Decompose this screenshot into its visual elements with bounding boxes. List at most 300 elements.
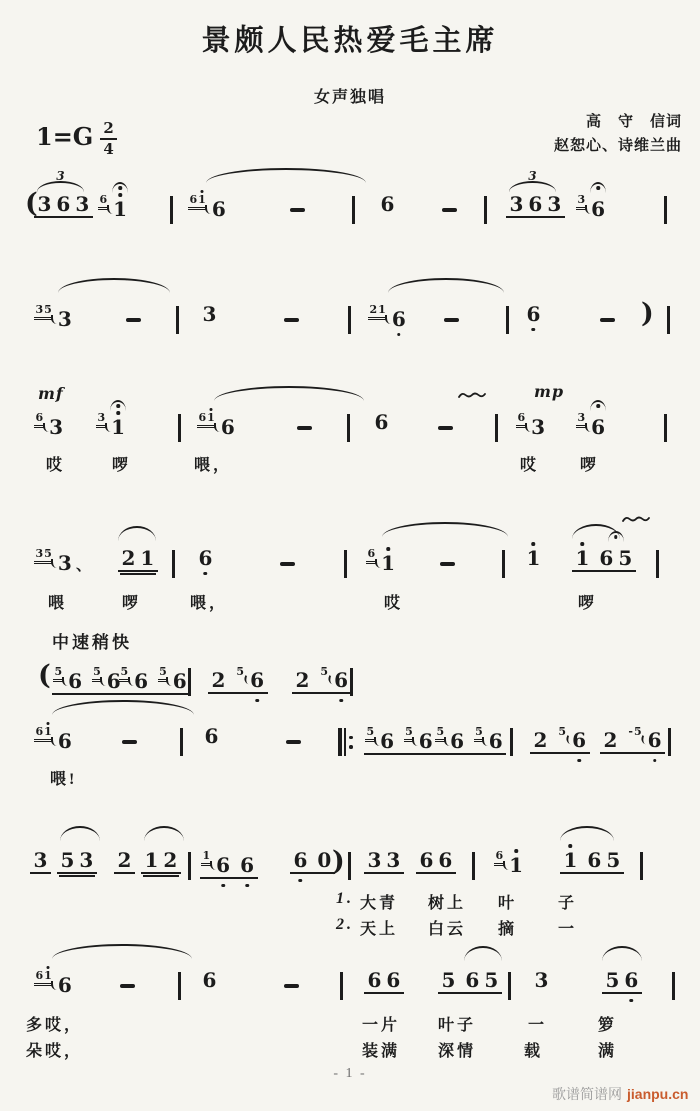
barline	[668, 728, 671, 756]
note-digit: 3	[509, 192, 524, 216]
grace-note-digit: 5	[44, 303, 52, 316]
grace-note-digit: 6	[495, 849, 504, 862]
note-group	[438, 970, 502, 994]
grace-notes	[34, 304, 53, 320]
note-group	[530, 726, 590, 754]
grace-notes	[96, 412, 107, 428]
note-group	[524, 304, 543, 324]
underline-beam	[200, 850, 258, 879]
lyric: 啰	[578, 595, 598, 612]
note-digit: 6	[68, 669, 83, 694]
note-digit: 6	[202, 968, 217, 992]
slur-tie	[60, 826, 100, 841]
note-group	[290, 850, 335, 874]
barline	[172, 550, 175, 578]
note-digit: 6	[419, 848, 434, 872]
grace-notes	[53, 666, 64, 682]
duration-dash	[438, 426, 453, 430]
note	[532, 970, 551, 990]
duration-dash	[126, 318, 141, 322]
lyric: 一	[558, 921, 578, 938]
grace-note-digit: 5	[320, 665, 329, 678]
lyric: 一片	[362, 1017, 401, 1034]
slur-tie	[388, 278, 504, 293]
note-digit: 6	[528, 192, 543, 216]
slur-tie	[382, 522, 508, 537]
grace-note-digit: 5	[159, 665, 167, 678]
note	[109, 415, 128, 440]
lyric: 叶子	[438, 1017, 477, 1034]
note	[439, 970, 458, 990]
key-signature-text: 1=G	[36, 122, 94, 151]
note-group	[378, 194, 397, 214]
lyric: 一	[528, 1017, 548, 1034]
note	[142, 850, 180, 870]
note-group	[208, 666, 268, 694]
slur-tie	[58, 278, 170, 293]
performance-type: 女声独唱	[313, 89, 386, 106]
breath-mark: 、	[76, 558, 92, 574]
note-digit: 6	[214, 855, 233, 875]
note-digit: 2	[533, 728, 548, 753]
note-group	[516, 411, 548, 440]
note-digit: 1	[144, 848, 159, 872]
note-group	[494, 849, 526, 878]
grace-note-digit: -	[628, 725, 633, 738]
note-group	[364, 970, 404, 994]
fermata-icon	[110, 400, 126, 411]
underline-beam	[560, 850, 624, 874]
note-digit: 3	[57, 551, 72, 576]
duration-dash	[286, 740, 301, 744]
tempo-marking: 中速稍快	[52, 633, 132, 652]
grace-note-digit: 5	[405, 725, 413, 738]
grace-notes	[494, 850, 505, 866]
lyric: 白云	[428, 921, 467, 938]
note-digit: 3	[531, 415, 546, 440]
lyric: 多哎，	[26, 1017, 84, 1034]
underline-beam	[30, 850, 51, 874]
underline-beam	[141, 850, 181, 874]
note	[585, 850, 623, 870]
note-digit: 6	[591, 197, 606, 222]
lyric: 喂!	[50, 771, 78, 788]
fermata-icon	[112, 182, 128, 193]
note	[238, 853, 257, 878]
barline	[178, 414, 181, 442]
parenthesis: )	[332, 846, 345, 877]
note-group	[532, 970, 551, 990]
note-digit: 2	[211, 668, 226, 693]
grace-notes	[98, 194, 109, 210]
grace-note-digit: 6	[35, 725, 44, 738]
note-digit: 6	[56, 192, 71, 216]
grace-note-digit: 5	[634, 725, 642, 738]
barline	[348, 852, 351, 880]
lyric: 子	[558, 895, 578, 912]
note-group	[364, 726, 436, 755]
underline-beam	[34, 194, 93, 218]
note-digit: 3	[49, 415, 64, 440]
barline	[502, 550, 505, 578]
note-group	[416, 850, 456, 874]
note	[55, 729, 74, 754]
note	[645, 728, 664, 753]
duration-dash	[122, 740, 137, 744]
note-digit: 3	[202, 302, 217, 326]
note	[332, 668, 351, 693]
underline-beam	[364, 726, 436, 755]
note	[603, 970, 641, 990]
grace-notes	[474, 726, 485, 742]
note-digit: 6	[465, 968, 480, 992]
note-digit: 5	[605, 968, 620, 992]
grace-note-digit: 3	[97, 411, 106, 424]
note-digit: 5	[484, 968, 499, 992]
barline	[188, 668, 191, 696]
lyric: 叶	[498, 895, 518, 912]
barline	[640, 852, 643, 880]
note	[589, 415, 608, 440]
note	[597, 548, 635, 568]
lyric: 深情	[438, 1043, 477, 1060]
lyric: 箩	[598, 1017, 618, 1034]
note	[200, 970, 219, 990]
tuplet-number: 3	[528, 169, 537, 183]
barline	[178, 972, 181, 1000]
underline-beam	[114, 850, 135, 874]
note-digit: 2	[163, 848, 178, 872]
note-digit: 3	[367, 848, 382, 872]
grace-note-digit: 6	[35, 969, 44, 982]
grace-note-digit: 1	[44, 970, 53, 982]
underline-beam	[208, 666, 268, 694]
time-signature-numerator: 2	[100, 120, 116, 140]
note-group	[372, 412, 391, 432]
barline	[508, 972, 511, 1000]
note-digit: 6	[622, 970, 641, 990]
note-digit: 6	[418, 729, 433, 754]
slide-grace-note	[557, 726, 568, 739]
note-digit: 3	[57, 307, 72, 332]
note-digit: 6	[599, 546, 614, 570]
note-group	[34, 169, 93, 218]
note-digit: 3	[386, 848, 401, 872]
note	[248, 668, 267, 693]
underline-beam	[572, 548, 636, 572]
note-group	[196, 548, 215, 568]
lyric: 喂，	[190, 595, 229, 612]
note-digit: 2	[295, 668, 310, 693]
slur-tie	[52, 700, 194, 715]
note-digit: 6	[374, 410, 389, 434]
note-digit: 6	[248, 670, 267, 690]
note-digit: 6	[332, 670, 351, 690]
note-digit: 3	[534, 968, 549, 992]
barline	[472, 852, 475, 880]
grace-notes	[201, 850, 212, 866]
wavy-trill-icon	[622, 514, 652, 524]
grace-notes	[365, 726, 376, 742]
barline	[348, 306, 351, 334]
note-digit: 1	[573, 548, 592, 568]
duration-dash	[120, 984, 135, 988]
slur-tie	[602, 946, 642, 961]
lyric: 1.	[336, 890, 354, 907]
note	[365, 970, 403, 990]
note-digit: 6	[645, 730, 664, 750]
note-digit: 3	[75, 192, 90, 216]
note-digit: 6	[450, 729, 465, 754]
note-group	[292, 666, 352, 694]
note-group	[366, 547, 398, 576]
note	[218, 415, 237, 440]
underline-beam	[57, 850, 97, 874]
note-group	[34, 547, 74, 576]
note	[293, 668, 312, 693]
grace-notes	[197, 412, 216, 428]
lyricist-credit: 高 守 信词	[585, 114, 682, 130]
note-digit: 6	[386, 968, 401, 992]
note-digit: 6	[57, 973, 72, 998]
note-group	[98, 193, 130, 222]
duration-dash	[284, 984, 299, 988]
note-digit: 1	[561, 850, 580, 870]
page-number: - 1 -	[333, 1066, 367, 1081]
grace-notes	[158, 666, 169, 682]
grace-note-digit: 5	[93, 665, 101, 678]
note	[119, 548, 157, 568]
lyric: 哎	[520, 457, 540, 474]
note-group	[118, 548, 158, 572]
slur-tie	[52, 944, 192, 959]
note	[202, 726, 221, 746]
note-digit: 3	[33, 848, 48, 872]
note	[55, 551, 74, 576]
note	[507, 853, 526, 878]
barline	[672, 972, 675, 1000]
barline	[344, 550, 347, 578]
note-group	[434, 726, 506, 755]
grace-notes	[516, 412, 527, 428]
time-signature-denominator: 4	[103, 139, 114, 158]
lyric: 啰	[112, 457, 132, 474]
grace-notes	[576, 194, 587, 210]
barline	[667, 306, 670, 334]
slur-tie	[144, 826, 184, 841]
grace-note-digit: 3	[577, 193, 586, 206]
slur-tie	[118, 526, 156, 541]
note-group	[30, 850, 51, 874]
grace-notes	[368, 304, 387, 320]
note	[115, 850, 134, 870]
barline	[656, 550, 659, 578]
note-digit: 3	[547, 192, 562, 216]
dynamic-marking: mf	[38, 384, 64, 403]
grace-note-digit: 6	[99, 193, 108, 206]
underline-beam	[364, 970, 404, 994]
duration-dash	[290, 208, 305, 212]
note-digit: 5	[606, 848, 621, 872]
note-group	[188, 193, 228, 222]
grace-note-digit: 6	[517, 411, 526, 424]
grace-note-digit: 5	[236, 665, 245, 678]
grace-note-digit: 5	[558, 725, 567, 738]
grace-note-digit: 1	[202, 849, 211, 862]
note-group	[118, 666, 190, 695]
note-group	[202, 726, 221, 746]
note	[379, 551, 398, 576]
note-digit: 5	[60, 848, 75, 872]
lyric: 啰	[122, 595, 142, 612]
barline	[664, 196, 667, 224]
duration-dash	[442, 208, 457, 212]
note	[531, 728, 550, 753]
grace-note-digit: 2	[369, 303, 378, 316]
note-group	[34, 411, 66, 440]
note-digit: 6	[367, 968, 382, 992]
note	[601, 728, 620, 753]
duration-dash	[600, 318, 615, 322]
note	[589, 197, 608, 222]
note	[55, 973, 74, 998]
lyric: 2.	[336, 916, 354, 933]
grace-notes	[404, 726, 415, 742]
grace-notes	[34, 412, 45, 428]
grace-note-digit: 3	[35, 547, 44, 560]
duration-dash	[444, 318, 459, 322]
note-digit: 6	[570, 730, 589, 750]
barline	[170, 196, 173, 224]
lyric: 树上	[428, 895, 467, 912]
lyric: 喂	[48, 595, 68, 612]
grace-note-digit: 6	[35, 411, 44, 424]
duration-dash	[280, 562, 295, 566]
composer-credit: 赵恕心、诗维兰曲	[553, 138, 682, 154]
grace-note-digit: 1	[207, 412, 216, 424]
note	[524, 304, 543, 324]
note-digit: 2	[121, 546, 136, 570]
slide-grace-note	[627, 726, 643, 739]
grace-note-digit: 1	[198, 194, 207, 206]
lyric: 哎	[46, 457, 66, 474]
underline-beam	[118, 666, 190, 695]
lyric: 朵哎，	[26, 1043, 84, 1060]
note	[573, 548, 592, 568]
note	[31, 850, 50, 870]
note	[372, 412, 391, 432]
fermata-icon	[590, 400, 606, 411]
grace-note-digit: 3	[35, 303, 44, 316]
grace-note-digit: 6	[367, 547, 376, 560]
barline	[510, 728, 513, 756]
note-digit: 6	[438, 848, 453, 872]
barline	[180, 728, 183, 756]
note-digit: 6	[238, 855, 257, 875]
note	[196, 548, 215, 568]
barline	[188, 852, 191, 880]
note-digit: 1	[379, 553, 398, 573]
note	[315, 850, 334, 870]
parenthesis: (	[25, 188, 38, 219]
note-group	[114, 850, 135, 874]
note-digit: 1	[524, 548, 543, 568]
grace-notes	[34, 970, 53, 986]
watermark-site-name: 歌谱简谱网	[552, 1086, 622, 1102]
note-digit: 2	[117, 848, 132, 872]
barline	[350, 668, 353, 696]
barline	[484, 196, 487, 224]
note-digit: 6	[196, 548, 215, 568]
fermata-icon	[590, 182, 606, 193]
grace-notes	[34, 548, 53, 564]
note-digit: 6	[524, 304, 543, 324]
underline-beam	[602, 970, 642, 994]
note-group	[576, 411, 608, 440]
lyric: 哎	[384, 595, 404, 612]
grace-note-digit: 1	[378, 303, 386, 316]
underline-beam	[438, 970, 502, 994]
note-group	[368, 303, 408, 332]
underline-beam	[416, 850, 456, 874]
note	[47, 415, 66, 440]
grace-notes	[188, 194, 207, 210]
note-digit: 6	[172, 669, 187, 694]
barline	[506, 306, 509, 334]
note	[389, 307, 408, 332]
underline-beam	[434, 726, 506, 755]
slide-grace-note	[319, 666, 330, 679]
grace-notes	[92, 666, 103, 682]
note-group	[200, 850, 258, 879]
underline-beam	[118, 548, 158, 572]
note	[448, 729, 467, 754]
underline-beam	[506, 194, 565, 218]
slur-tie	[214, 386, 364, 401]
note	[58, 850, 96, 870]
note	[416, 729, 435, 754]
note	[486, 729, 505, 754]
note-group	[197, 411, 237, 440]
lyric: 天上	[360, 921, 399, 938]
grace-note-digit: 6	[198, 411, 207, 424]
note	[570, 728, 589, 753]
note-digit: 6	[380, 192, 395, 216]
note-digit: 6	[380, 729, 395, 754]
note-digit: 6	[106, 669, 121, 694]
grace-notes	[366, 548, 377, 564]
duration-dash	[297, 426, 312, 430]
lyric: 摘	[498, 921, 518, 938]
grace-note-digit: 5	[44, 547, 52, 560]
underline-beam	[600, 726, 665, 754]
note	[529, 415, 548, 440]
tuplet-number: 3	[56, 169, 65, 183]
underline-beam	[290, 850, 335, 874]
note-group	[96, 411, 128, 440]
note	[214, 853, 233, 878]
note-digit: 3	[79, 848, 94, 872]
duration-dash	[284, 318, 299, 322]
note	[209, 197, 228, 222]
underline-beam	[52, 666, 124, 695]
note-group	[34, 725, 74, 754]
note	[365, 850, 403, 870]
slur-tie	[464, 946, 502, 961]
note-group	[524, 548, 543, 568]
lyric: 大青	[360, 895, 399, 912]
note	[417, 850, 455, 870]
